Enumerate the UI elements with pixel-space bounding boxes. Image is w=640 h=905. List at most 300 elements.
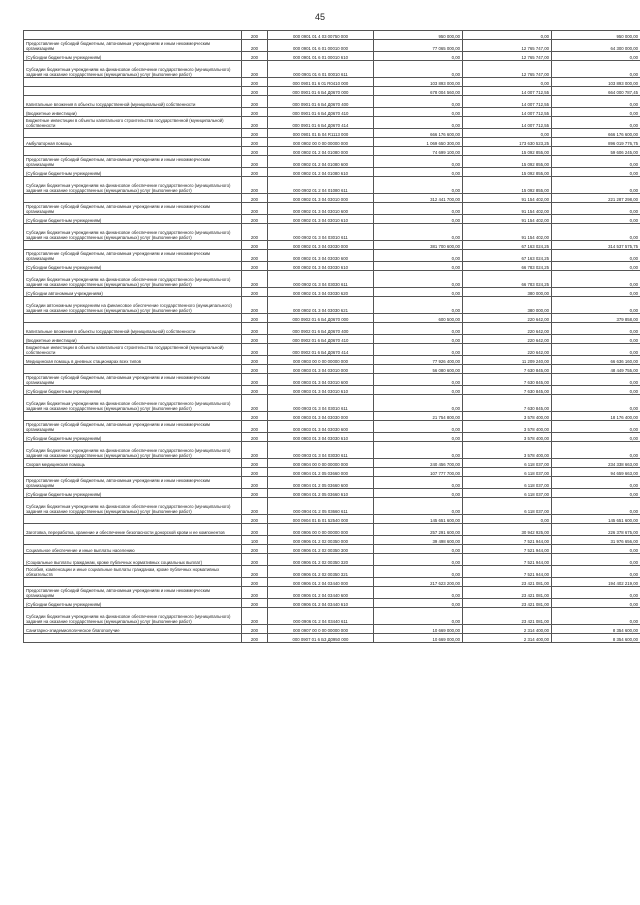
table-row bbox=[24, 599, 640, 608]
row-description bbox=[24, 634, 242, 643]
row-executed-amount: 220 642,00 bbox=[463, 314, 552, 323]
table-row bbox=[24, 138, 640, 147]
table-row bbox=[24, 515, 640, 524]
row-unexecuted-amount: 59 606 245,00 bbox=[552, 147, 640, 156]
row-executed-amount: 12 765 747,00 bbox=[463, 52, 552, 61]
table-row bbox=[24, 87, 640, 96]
row-executed-amount: 11 209 240,00 bbox=[463, 356, 552, 365]
table-row bbox=[24, 78, 640, 87]
row-approved-amount: 0,00 bbox=[374, 433, 463, 442]
table-row bbox=[24, 177, 640, 194]
row-unexecuted-amount: 0,00 bbox=[552, 61, 640, 78]
row-approved-amount: 10 669 000,00 bbox=[374, 625, 463, 634]
row-executed-amount: 220 642,00 bbox=[463, 344, 552, 356]
row-executed-amount: 91 154 402,00 bbox=[463, 194, 552, 203]
row-description: Капитальные вложения в объекты государственной (муниципальной) собственности bbox=[24, 96, 242, 108]
row-executed-amount: 23 421 081,00 bbox=[463, 587, 552, 599]
row-unexecuted-amount: 66 636 160,00 bbox=[552, 356, 640, 365]
row-description: (Субсидии бюджетным учреждениям) bbox=[24, 489, 242, 498]
row-unexecuted-amount: 0,00 bbox=[552, 168, 640, 177]
table-row bbox=[24, 129, 640, 138]
row-approved-amount: 0,00 bbox=[374, 386, 463, 395]
table-row bbox=[24, 489, 640, 498]
table-row bbox=[24, 365, 640, 374]
row-approved-amount: 0,00 bbox=[374, 489, 463, 498]
row-description bbox=[24, 365, 242, 374]
row-approved-amount: 0,00 bbox=[374, 271, 463, 288]
row-description: Субсидии бюджетным учреждениям на финансовое обеспечение государственного (муниципального) задания на оказание государственных (муниципальных) услуг (выполнение работ) bbox=[24, 271, 242, 288]
row-code: 200 bbox=[242, 374, 268, 386]
table-row bbox=[24, 468, 640, 477]
row-description bbox=[24, 241, 242, 250]
row-approved-amount: 74 699 100,00 bbox=[374, 147, 463, 156]
table-row bbox=[24, 96, 640, 108]
row-unexecuted-amount: 0,00 bbox=[552, 566, 640, 578]
row-code: 200 bbox=[242, 477, 268, 489]
row-classification: 000 0903 01 3 04 03030 610 bbox=[268, 433, 374, 442]
row-code: 200 bbox=[242, 129, 268, 138]
row-code: 100 bbox=[242, 536, 268, 545]
row-unexecuted-amount: 666 176 600,00 bbox=[552, 129, 640, 138]
row-executed-amount: 3 578 400,00 bbox=[463, 442, 552, 459]
row-executed-amount: 7 521 944,00 bbox=[463, 536, 552, 545]
row-description: Субсидии бюджетным учреждениям на финансовое обеспечение государственного (муниципального) задания на оказание государственных (муниципальных) услуг (выполнение работ) bbox=[24, 177, 242, 194]
row-approved-amount: 0,00 bbox=[374, 250, 463, 262]
row-code: 200 bbox=[242, 459, 268, 468]
row-executed-amount: 30 942 925,00 bbox=[463, 524, 552, 536]
row-code: 200 bbox=[242, 468, 268, 477]
row-approved-amount: 10 669 000,00 bbox=[374, 634, 463, 643]
row-code: 200 bbox=[242, 545, 268, 554]
row-unexecuted-amount: 226 378 675,00 bbox=[552, 524, 640, 536]
row-description: Медицинская помощь в дневных стационарах всех типов bbox=[24, 356, 242, 365]
row-unexecuted-amount: 0,00 bbox=[552, 587, 640, 599]
table-row bbox=[24, 566, 640, 578]
row-code: 200 bbox=[242, 224, 268, 241]
row-classification: 000 0902 01 6 Б4 Д0670 400 bbox=[268, 323, 374, 335]
row-code: 200 bbox=[242, 108, 268, 117]
row-executed-amount: 12 765 747,00 bbox=[463, 40, 552, 52]
row-description: Субсидии бюджетным учреждениям на финансовое обеспечение государственного (муниципального) задания на оказание государственных (муниципальных) услуг (выполнение работ) bbox=[24, 61, 242, 78]
row-classification: 000 0903 01 3 04 03010 600 bbox=[268, 374, 374, 386]
row-executed-amount: 23 421 081,00 bbox=[463, 599, 552, 608]
row-approved-amount: 56 080 600,00 bbox=[374, 365, 463, 374]
row-description: (Субсидии бюджетным учреждениям) bbox=[24, 52, 242, 61]
row-classification: 000 0901 01 6 Б4 Д0670 000 bbox=[268, 87, 374, 96]
table-row bbox=[24, 52, 640, 61]
row-code: 200 bbox=[242, 288, 268, 297]
row-unexecuted-amount: 0,00 bbox=[552, 599, 640, 608]
row-executed-amount: 67 163 024,25 bbox=[463, 250, 552, 262]
row-description bbox=[24, 78, 242, 87]
row-code: 200 bbox=[242, 515, 268, 524]
row-description bbox=[24, 468, 242, 477]
row-unexecuted-amount: 950 000,00 bbox=[552, 31, 640, 40]
row-code: 200 bbox=[242, 634, 268, 643]
row-unexecuted-amount: 48 449 755,00 bbox=[552, 365, 640, 374]
row-executed-amount: 380 000,00 bbox=[463, 297, 552, 314]
row-executed-amount: 91 154 402,00 bbox=[463, 215, 552, 224]
row-unexecuted-amount: 0,00 bbox=[552, 323, 640, 335]
row-code: 200 bbox=[242, 194, 268, 203]
row-unexecuted-amount: 896 019 776,75 bbox=[552, 138, 640, 147]
row-unexecuted-amount: 0,00 bbox=[552, 608, 640, 625]
row-code: 200 bbox=[242, 587, 268, 599]
row-classification: 000 0904 01 2 05 03660 000 bbox=[268, 468, 374, 477]
row-classification: 000 0902 01 6 Б4 Д0670 000 bbox=[268, 314, 374, 323]
row-description: (Субсидии бюджетным учреждениям) bbox=[24, 386, 242, 395]
row-code: 200 bbox=[242, 365, 268, 374]
row-classification: 000 0902 01 3 04 03030 000 bbox=[268, 241, 374, 250]
row-code: 200 bbox=[242, 78, 268, 87]
row-executed-amount: 66 783 024,25 bbox=[463, 262, 552, 271]
row-unexecuted-amount: 664 000 787,45 bbox=[552, 87, 640, 96]
table-row bbox=[24, 323, 640, 335]
row-classification: 000 0906 01 2 04 03440 600 bbox=[268, 587, 374, 599]
row-executed-amount: 2 314 400,00 bbox=[463, 634, 552, 643]
row-executed-amount: 23 421 081,00 bbox=[463, 608, 552, 625]
row-code: 200 bbox=[242, 356, 268, 365]
table-row bbox=[24, 608, 640, 625]
row-classification: 000 0903 01 3 04 03010 000 bbox=[268, 365, 374, 374]
row-unexecuted-amount: 0,00 bbox=[552, 498, 640, 515]
row-approved-amount: 0,00 bbox=[374, 554, 463, 566]
row-unexecuted-amount: 0,00 bbox=[552, 262, 640, 271]
row-executed-amount: 7 521 944,00 bbox=[463, 566, 552, 578]
row-approved-amount: 0,00 bbox=[374, 566, 463, 578]
row-classification: 000 0902 00 0 00 00000 000 bbox=[268, 138, 374, 147]
row-unexecuted-amount: 8 354 600,00 bbox=[552, 625, 640, 634]
row-unexecuted-amount: 145 651 600,00 bbox=[552, 515, 640, 524]
row-approved-amount: 0,00 bbox=[374, 374, 463, 386]
table-row bbox=[24, 147, 640, 156]
table-row bbox=[24, 433, 640, 442]
row-classification: 000 0902 01 2 04 01080 000 bbox=[268, 147, 374, 156]
row-approved-amount: 103 893 000,00 bbox=[374, 78, 463, 87]
table-row bbox=[24, 156, 640, 168]
row-description bbox=[24, 578, 242, 587]
row-executed-amount: 67 163 024,25 bbox=[463, 241, 552, 250]
row-unexecuted-amount: 0,00 bbox=[552, 156, 640, 168]
row-classification: 000 0904 01 2 05 03660 610 bbox=[268, 489, 374, 498]
row-classification: 000 0901 01 6 Б4 Д0670 410 bbox=[268, 108, 374, 117]
row-unexecuted-amount: 0,00 bbox=[552, 344, 640, 356]
row-code: 200 bbox=[242, 271, 268, 288]
row-classification: 000 0903 01 3 04 03030 600 bbox=[268, 421, 374, 433]
row-executed-amount: 66 783 024,25 bbox=[463, 271, 552, 288]
row-approved-amount: 0,00 bbox=[374, 96, 463, 108]
row-description: Предоставление субсидий бюджетным, автономным учреждениям и иным некоммерческим организациям bbox=[24, 40, 242, 52]
row-description: Предоставление субсидий бюджетным, автономным учреждениям и иным некоммерческим организациям bbox=[24, 421, 242, 433]
row-description bbox=[24, 314, 242, 323]
row-unexecuted-amount: 0,00 bbox=[552, 421, 640, 433]
row-executed-amount: 15 092 855,00 bbox=[463, 147, 552, 156]
row-approved-amount: 0,00 bbox=[374, 395, 463, 412]
table-row bbox=[24, 545, 640, 554]
row-executed-amount: 23 421 081,00 bbox=[463, 578, 552, 587]
table-row bbox=[24, 40, 640, 52]
row-classification: 000 0906 01 2 02 00350 300 bbox=[268, 545, 374, 554]
row-executed-amount: 12 765 747,00 bbox=[463, 61, 552, 78]
row-classification: 000 0903 01 3 04 03010 611 bbox=[268, 395, 374, 412]
row-executed-amount: 15 092 855,00 bbox=[463, 168, 552, 177]
table-row bbox=[24, 271, 640, 288]
row-description bbox=[24, 515, 242, 524]
row-approved-amount: 0,00 bbox=[374, 599, 463, 608]
row-approved-amount: 0,00 bbox=[374, 224, 463, 241]
row-description: Субсидии бюджетным учреждениям на финансовое обеспечение государственного (муниципального) задания на оказание государственных (муниципальных) услуг (выполнение работ) bbox=[24, 224, 242, 241]
row-description: (Субсидии бюджетным учреждениям) bbox=[24, 433, 242, 442]
row-description: Пособия, компенсации и иные социальные выплаты гражданам, кроме публичных нормативных обязательств bbox=[24, 566, 242, 578]
row-classification: 000 0903 01 3 04 03010 610 bbox=[268, 386, 374, 395]
row-executed-amount: 0,00 bbox=[463, 515, 552, 524]
row-code: 200 bbox=[242, 40, 268, 52]
row-executed-amount: 91 154 402,00 bbox=[463, 224, 552, 241]
row-description bbox=[24, 129, 242, 138]
row-description: (Субсидии бюджетным учреждениям) bbox=[24, 215, 242, 224]
row-code: 200 bbox=[242, 52, 268, 61]
table-row bbox=[24, 168, 640, 177]
row-classification: 000 0902 01 3 04 03010 000 bbox=[268, 194, 374, 203]
row-approved-amount: 0,00 bbox=[374, 168, 463, 177]
row-executed-amount: 173 630 523,25 bbox=[463, 138, 552, 147]
row-description: Предоставление субсидий бюджетным, автономным учреждениям и иным некоммерческим организациям bbox=[24, 477, 242, 489]
row-executed-amount: 6 118 037,00 bbox=[463, 477, 552, 489]
row-description: (Бюджетные инвестиции) bbox=[24, 335, 242, 344]
row-code: 200 bbox=[242, 297, 268, 314]
row-code: 200 bbox=[242, 554, 268, 566]
row-description: Субсидии бюджетным учреждениям на финансовое обеспечение государственного (муниципального) задания на оказание государственных (муниципальных) услуг (выполнение работ) bbox=[24, 442, 242, 459]
table-row bbox=[24, 524, 640, 536]
row-classification: 000 0904 00 0 00 00000 000 bbox=[268, 459, 374, 468]
row-description bbox=[24, 536, 242, 545]
row-description: Бюджетные инвестиции в объекты капитального строительства государственной (муниципальной) собственности bbox=[24, 117, 242, 129]
table-row bbox=[24, 203, 640, 215]
table-row bbox=[24, 117, 640, 129]
row-approved-amount: 0,00 bbox=[374, 156, 463, 168]
table-row bbox=[24, 224, 640, 241]
row-code: 200 bbox=[242, 96, 268, 108]
row-approved-amount: 600 500,00 bbox=[374, 314, 463, 323]
row-executed-amount: 7 630 845,00 bbox=[463, 374, 552, 386]
row-approved-amount: 381 700 600,00 bbox=[374, 241, 463, 250]
row-approved-amount: 0,00 bbox=[374, 335, 463, 344]
row-approved-amount: 0,00 bbox=[374, 61, 463, 78]
row-code: 200 bbox=[242, 203, 268, 215]
row-description bbox=[24, 87, 242, 96]
table-row bbox=[24, 412, 640, 421]
row-description: Предоставление субсидий бюджетным, автономным учреждениям и иным некоммерческим организациям bbox=[24, 587, 242, 599]
row-classification: 000 0904 01 2 05 03660 600 bbox=[268, 477, 374, 489]
table-row bbox=[24, 344, 640, 356]
row-description: Социальное обеспечение и иные выплаты населению bbox=[24, 545, 242, 554]
table-row bbox=[24, 241, 640, 250]
row-description bbox=[24, 412, 242, 421]
row-approved-amount: 240 456 700,00 bbox=[374, 459, 463, 468]
row-description: Субсидии автономным учреждениям на финансовое обеспечение государственного (муниципального) задания на оказание государственных (муниципальных) услуг (выполнение работ) bbox=[24, 297, 242, 314]
row-approved-amount: 107 777 700,00 bbox=[374, 468, 463, 477]
row-unexecuted-amount: 0,00 bbox=[552, 433, 640, 442]
row-approved-amount: 217 623 200,00 bbox=[374, 578, 463, 587]
row-unexecuted-amount: 0,00 bbox=[552, 489, 640, 498]
row-description: (Социальные выплаты гражданам, кроме публичных нормативных социальных выплат) bbox=[24, 554, 242, 566]
row-unexecuted-amount: 0,00 bbox=[552, 395, 640, 412]
row-classification: 000 0902 01 3 04 03010 611 bbox=[268, 224, 374, 241]
row-description: Предоставление субсидий бюджетным, автономным учреждениям и иным некоммерческим организациям bbox=[24, 250, 242, 262]
row-classification: 000 0903 01 3 04 03030 611 bbox=[268, 442, 374, 459]
row-description bbox=[24, 147, 242, 156]
row-unexecuted-amount: 0,00 bbox=[552, 297, 640, 314]
row-classification: 000 0902 01 3 04 03030 621 bbox=[268, 297, 374, 314]
row-code: 200 bbox=[242, 433, 268, 442]
row-code: 200 bbox=[242, 344, 268, 356]
row-classification: 000 0901 01 6 Б4 Д0670 400 bbox=[268, 96, 374, 108]
row-classification: 000 0902 01 3 04 03010 610 bbox=[268, 215, 374, 224]
row-code: 200 bbox=[242, 599, 268, 608]
table-row bbox=[24, 587, 640, 599]
row-code: 200 bbox=[242, 608, 268, 625]
row-code: 200 bbox=[242, 117, 268, 129]
row-description: Санитарно-эпидемиологическое благополучие bbox=[24, 625, 242, 634]
row-approved-amount: 0,00 bbox=[374, 117, 463, 129]
row-description: Предоставление субсидий бюджетным, автономным учреждениям и иным некоммерческим организациям bbox=[24, 374, 242, 386]
table-row bbox=[24, 215, 640, 224]
table-row bbox=[24, 442, 640, 459]
row-unexecuted-amount: 0,00 bbox=[552, 250, 640, 262]
row-classification: 000 0906 01 2 02 00350 000 bbox=[268, 536, 374, 545]
row-executed-amount: 7 630 845,00 bbox=[463, 386, 552, 395]
row-executed-amount: 3 578 400,00 bbox=[463, 421, 552, 433]
row-executed-amount: 7 630 845,00 bbox=[463, 395, 552, 412]
row-classification: 000 0902 01 3 04 03030 600 bbox=[268, 250, 374, 262]
row-unexecuted-amount: 0,00 bbox=[552, 271, 640, 288]
row-classification: 000 0906 00 0 00 00000 000 bbox=[268, 524, 374, 536]
row-unexecuted-amount: 221 287 298,00 bbox=[552, 194, 640, 203]
row-code: 200 bbox=[242, 250, 268, 262]
row-classification: 000 0907 01 6 Б3 Д0950 000 bbox=[268, 634, 374, 643]
row-executed-amount: 6 118 037,00 bbox=[463, 459, 552, 468]
table-row bbox=[24, 335, 640, 344]
row-description: Субсидии бюджетным учреждениям на финансовое обеспечение государственного (муниципального) задания на оказание государственных (муниципальных) услуг (выполнение работ) bbox=[24, 608, 242, 625]
row-code: 200 bbox=[242, 31, 268, 40]
row-code: 200 bbox=[242, 61, 268, 78]
row-code: 200 bbox=[242, 498, 268, 515]
row-classification: 000 0906 01 2 02 00350 321 bbox=[268, 566, 374, 578]
table-row bbox=[24, 536, 640, 545]
row-executed-amount: 91 154 402,00 bbox=[463, 203, 552, 215]
row-unexecuted-amount: 103 893 000,00 bbox=[552, 78, 640, 87]
row-code: 200 bbox=[242, 566, 268, 578]
row-unexecuted-amount: 0,00 bbox=[552, 52, 640, 61]
budget-table bbox=[23, 30, 640, 643]
row-classification: 000 0904 01 Б 01 52540 000 bbox=[268, 515, 374, 524]
row-code: 200 bbox=[242, 412, 268, 421]
row-code: 200 bbox=[242, 489, 268, 498]
row-unexecuted-amount: 31 976 656,00 bbox=[552, 536, 640, 545]
row-approved-amount: 0,00 bbox=[374, 323, 463, 335]
row-executed-amount: 220 642,00 bbox=[463, 323, 552, 335]
row-classification: 000 0904 01 2 05 03660 611 bbox=[268, 498, 374, 515]
row-approved-amount: 0,00 bbox=[374, 108, 463, 117]
row-code: 200 bbox=[242, 177, 268, 194]
row-approved-amount: 0,00 bbox=[374, 288, 463, 297]
row-description: (Субсидии бюджетным учреждениям) bbox=[24, 168, 242, 177]
row-description: Предоставление субсидий бюджетным, автономным учреждениям и иным некоммерческим организациям bbox=[24, 156, 242, 168]
row-approved-amount: 0,00 bbox=[374, 608, 463, 625]
table-row bbox=[24, 194, 640, 203]
row-code: 200 bbox=[242, 87, 268, 96]
row-classification: 000 0902 01 2 04 01080 600 bbox=[268, 156, 374, 168]
row-executed-amount: 6 118 037,00 bbox=[463, 498, 552, 515]
row-executed-amount: 0,00 bbox=[463, 31, 552, 40]
row-executed-amount: 7 630 845,00 bbox=[463, 365, 552, 374]
row-executed-amount: 0,00 bbox=[463, 78, 552, 87]
row-classification: 000 0901 01 6 01 00010 000 bbox=[268, 40, 374, 52]
row-classification: 000 0902 01 3 04 03030 620 bbox=[268, 288, 374, 297]
row-approved-amount: 257 291 600,00 bbox=[374, 524, 463, 536]
row-unexecuted-amount: 0,00 bbox=[552, 386, 640, 395]
row-classification: 000 0906 01 2 04 03440 000 bbox=[268, 578, 374, 587]
row-classification: 000 0902 01 2 04 01080 611 bbox=[268, 177, 374, 194]
row-approved-amount: 0,00 bbox=[374, 477, 463, 489]
row-approved-amount: 0,00 bbox=[374, 421, 463, 433]
row-executed-amount: 0,00 bbox=[463, 129, 552, 138]
row-approved-amount: 0,00 bbox=[374, 545, 463, 554]
table-row bbox=[24, 386, 640, 395]
row-code: 200 bbox=[242, 395, 268, 412]
row-classification: 000 0906 01 2 04 03440 610 bbox=[268, 599, 374, 608]
row-code: 200 bbox=[242, 215, 268, 224]
row-classification: 000 0902 01 6 Б4 Д0670 410 bbox=[268, 335, 374, 344]
table-row bbox=[24, 250, 640, 262]
row-approved-amount: 145 651 600,00 bbox=[374, 515, 463, 524]
table-row bbox=[24, 31, 640, 40]
row-approved-amount: 0,00 bbox=[374, 442, 463, 459]
row-code: 200 bbox=[242, 147, 268, 156]
row-classification: 000 0901 01 6 01 00010 611 bbox=[268, 61, 374, 78]
row-description: Субсидии бюджетным учреждениям на финансовое обеспечение государственного (муниципального) задания на оказание государственных (муниципальных) услуг (выполнение работ) bbox=[24, 395, 242, 412]
row-classification: 000 0906 01 2 02 00350 320 bbox=[268, 554, 374, 566]
row-approved-amount: 678 004 560,00 bbox=[374, 87, 463, 96]
table-row bbox=[24, 262, 640, 271]
row-unexecuted-amount: 0,00 bbox=[552, 177, 640, 194]
row-unexecuted-amount: 0,00 bbox=[552, 554, 640, 566]
row-unexecuted-amount: 0,00 bbox=[552, 288, 640, 297]
row-approved-amount: 0,00 bbox=[374, 203, 463, 215]
row-code: 200 bbox=[242, 625, 268, 634]
row-description: (Субсидии бюджетным учреждениям) bbox=[24, 599, 242, 608]
table-row bbox=[24, 288, 640, 297]
row-unexecuted-amount: 0,00 bbox=[552, 117, 640, 129]
row-description: (Бюджетные инвестиции) bbox=[24, 108, 242, 117]
row-description bbox=[24, 194, 242, 203]
row-code: 200 bbox=[242, 524, 268, 536]
row-code: 200 bbox=[242, 262, 268, 271]
table-row bbox=[24, 108, 640, 117]
row-unexecuted-amount: 379 858,00 bbox=[552, 314, 640, 323]
row-code: 200 bbox=[242, 138, 268, 147]
row-description: Предоставление субсидий бюджетным, автономным учреждениям и иным некоммерческим организациям bbox=[24, 203, 242, 215]
row-executed-amount: 15 092 855,00 bbox=[463, 177, 552, 194]
budget-table-body bbox=[24, 31, 640, 643]
row-classification: 000 0902 01 3 04 03030 611 bbox=[268, 271, 374, 288]
row-approved-amount: 1 069 650 300,00 bbox=[374, 138, 463, 147]
row-code: 200 bbox=[242, 442, 268, 459]
row-executed-amount: 14 007 712,55 bbox=[463, 108, 552, 117]
row-code: 200 bbox=[242, 335, 268, 344]
row-classification: 000 0902 01 6 Б4 Д0670 414 bbox=[268, 344, 374, 356]
row-classification: 000 0901 01 4 03 00750 000 bbox=[268, 31, 374, 40]
